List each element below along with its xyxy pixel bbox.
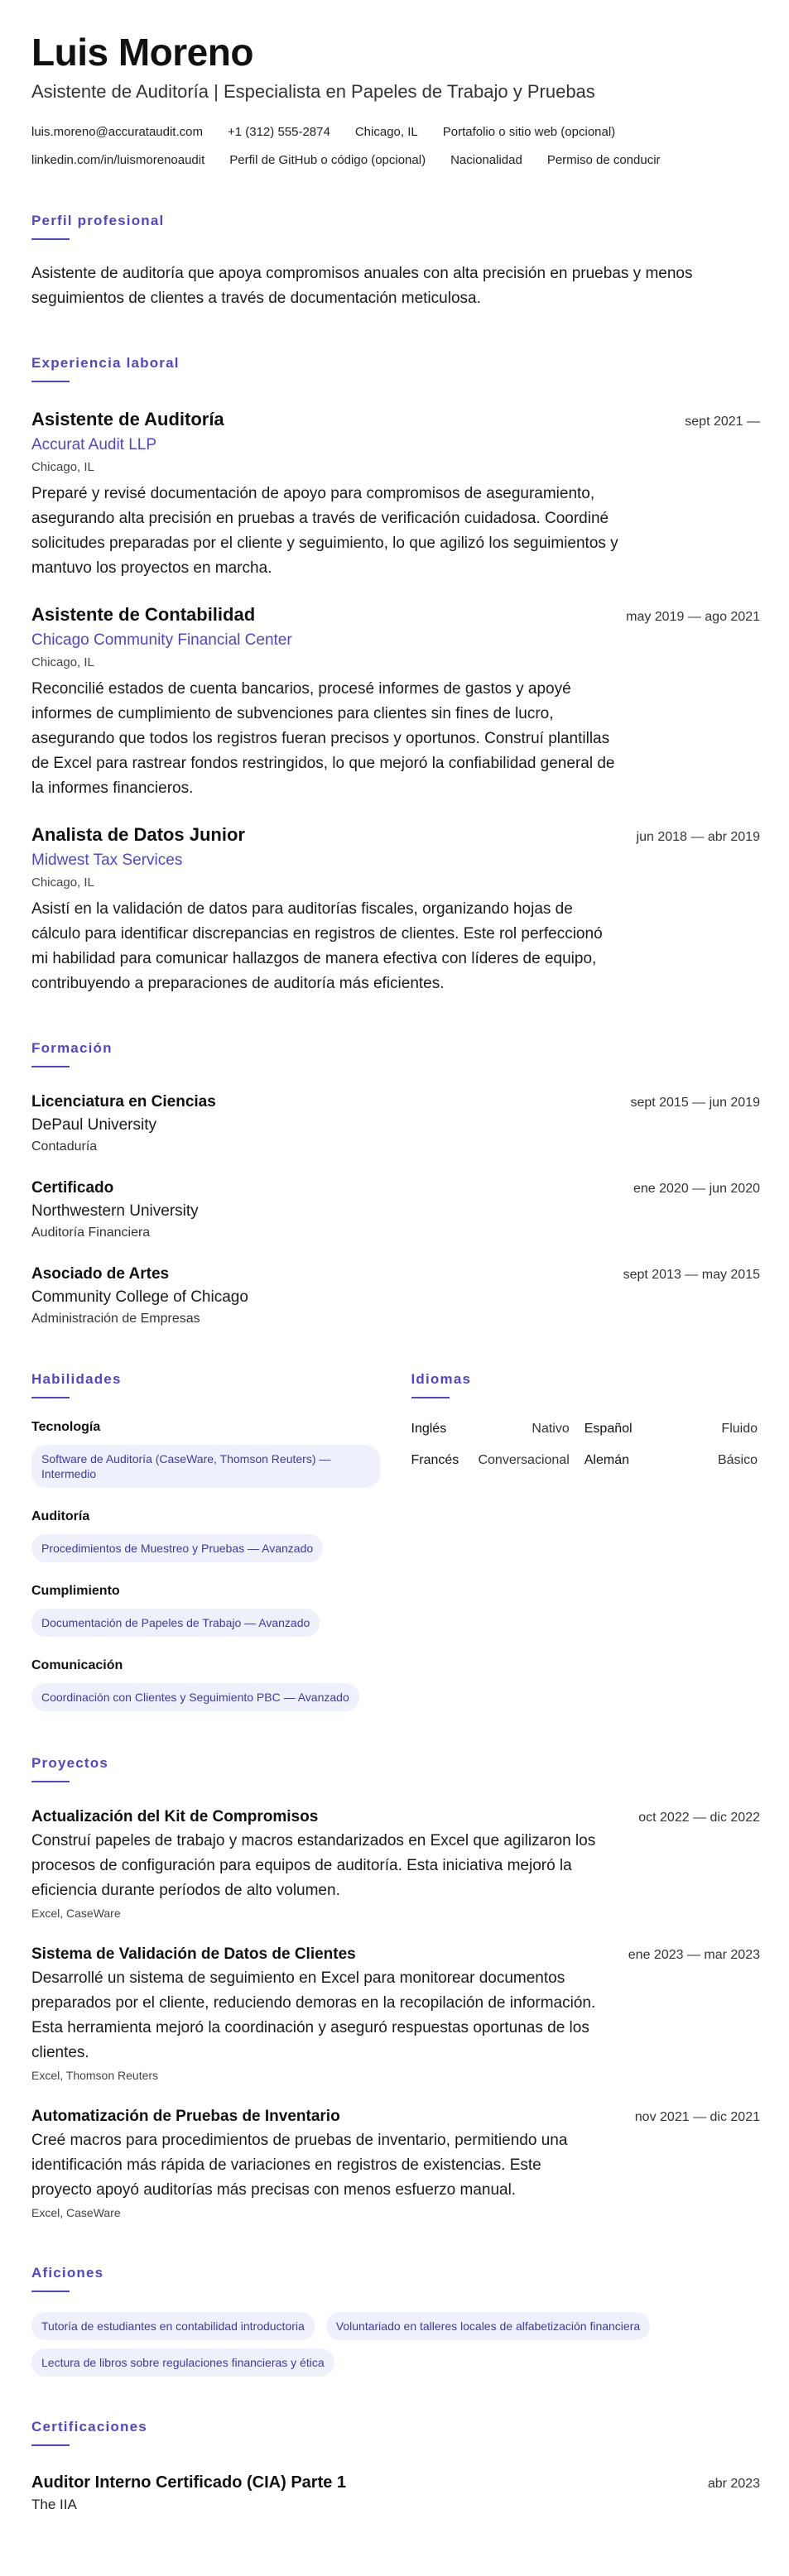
project-entry <box>31 1943 760 2084</box>
contact-phone[interactable]: +1 (312) 555-2874 <box>227 125 330 139</box>
education-school: Community College of Chicago <box>31 1288 248 1306</box>
section-title-education: Formación <box>31 1040 113 1056</box>
job-dates: sept 2021 — <box>685 415 760 429</box>
education-field: Auditoría Financiera <box>31 1226 151 1240</box>
job-location: Chicago, IL <box>31 655 94 669</box>
skill-category: Tecnología <box>31 1420 101 1434</box>
project-dates: nov 2021 — dic 2021 <box>634 2110 760 2124</box>
project-tools: Excel, Thomson Reuters <box>31 2069 159 2082</box>
section-title-skills: Habilidades <box>31 1371 122 1387</box>
skill-category: Auditoría <box>31 1509 90 1523</box>
education-school: Northwestern University <box>31 1202 199 1220</box>
certifications-section <box>31 2418 758 2516</box>
job-dates: may 2019 — ago 2021 <box>626 610 760 624</box>
contact-location: Chicago, IL <box>354 125 418 139</box>
job-company: Accurat Audit LLP <box>31 436 157 453</box>
skill-category: Comunicación <box>31 1658 123 1672</box>
section-divider <box>31 2291 70 2292</box>
education-degree: Asociado de Artes <box>31 1265 170 1283</box>
skill-chip: Coordinación con Clientes y Seguimiento PBC — Avanzado <box>31 1683 359 1711</box>
language-level: Básico <box>717 1453 758 1467</box>
certification-issuer: The IIA <box>31 2497 77 2512</box>
education-field: Contaduría <box>31 1139 98 1154</box>
project-name: Automatización de Pruebas de Inventario <box>31 2108 340 2125</box>
contact-list <box>31 122 760 170</box>
job-description: Asistí en la validación de datos para auditorías fiscales, organizando hojas de cálculo para identificar discrepancias en registros de clientes. Este rol perfeccionó mi habilidad para comunicar hallazgos de manera efectiva con líderes de equipo, contribuyendo a preparaciones de auditoría más eficientes. <box>31 900 603 992</box>
skill-category: Cumplimiento <box>31 1584 120 1598</box>
education-degree: Licenciatura en Ciencias <box>31 1093 216 1111</box>
section-divider <box>31 1781 70 1782</box>
resume-header <box>31 30 758 170</box>
job-description: Preparé y revisé documentación de apoyo para compromisos de aseguramiento, asegurando alta precisión en pruebas a través de verificación cuidadosa. Coordiné solicitudes preparadas por el cliente y seguimiento, lo que agilizó los seguimientos y mantuvo los proyectos en marcha. <box>31 485 618 577</box>
hobby-chip: Voluntariado en talleres locales de alfabetización financiera <box>326 2312 650 2340</box>
hobby-list <box>31 2304 760 2377</box>
section-divider <box>411 1397 450 1398</box>
language-level: Nativo <box>532 1422 570 1436</box>
job-company: Midwest Tax Services <box>31 851 183 869</box>
language-item <box>411 1412 585 1443</box>
section-title-experience: Experiencia laboral <box>31 355 180 371</box>
education-degree: Certificado <box>31 1179 114 1197</box>
candidate-headline: Asistente de Auditoría | Especialista en Papeles de Trabajo y Pruebas <box>31 81 595 102</box>
contact-portfolio[interactable]: Portafolio o sitio web (opcional) <box>442 125 616 139</box>
contact-nationality: Nacionalidad <box>450 153 522 167</box>
education-dates: sept 2015 — jun 2019 <box>630 1096 760 1110</box>
profile-summary: Asistente de auditoría que apoya compromisos anuales con alta precisión en pruebas y menos seguimientos de clientes a través de documentación meticulosa. <box>31 265 693 307</box>
contact-email[interactable]: luis.moreno@accurataudit.com <box>31 125 203 139</box>
section-divider <box>31 1397 70 1398</box>
language-level: Fluido <box>721 1422 758 1436</box>
education-entry <box>31 1091 760 1157</box>
language-level: Conversacional <box>478 1453 570 1467</box>
job-title: Asistente de Auditoría <box>31 409 224 429</box>
language-name: Alemán <box>584 1453 629 1467</box>
contact-license: Permiso de conducir <box>546 153 661 167</box>
candidate-name: Luis Moreno <box>31 31 253 74</box>
language-item <box>585 1412 758 1443</box>
education-dates: sept 2013 — may 2015 <box>623 1268 760 1282</box>
education-school: DePaul University <box>31 1116 156 1134</box>
job-title: Asistente de Contabilidad <box>31 604 256 625</box>
project-description: Desarrollé un sistema de seguimiento en Excel para monitorear documentos preparados por el cliente, reduciendo demoras en la recopilación de información. Esta herramienta mejoró la coordinación y aseguró respuestas oportunas de los clientes. <box>31 1969 596 2061</box>
project-description: Creé macros para procedimientos de pruebas de inventario, permitiendo una identificación más rápida de variaciones en registros de existencias. Este proyecto apoyó auditorías más precisas con menos esfuerzo manual. <box>31 2132 568 2199</box>
language-item <box>585 1443 758 1475</box>
language-name: Español <box>584 1422 633 1436</box>
certification-name: Auditor Interno Certificado (CIA) Parte 1 <box>31 2473 347 2492</box>
certification-date: abr 2023 <box>707 2477 760 2491</box>
skill-chip: Documentación de Papeles de Trabajo — Avanzado <box>31 1609 320 1637</box>
profile-section <box>31 212 758 311</box>
project-tools: Excel, CaseWare <box>31 1907 121 1920</box>
section-title-languages: Idiomas <box>411 1371 472 1387</box>
language-name: Inglés <box>411 1422 447 1436</box>
language-list <box>411 1412 758 1475</box>
project-dates: ene 2023 — mar 2023 <box>628 1948 760 1962</box>
skill-chip: Procedimientos de Muestreo y Pruebas — Avanzado <box>31 1534 323 1562</box>
education-section <box>31 1039 758 1329</box>
education-field: Administración de Empresas <box>31 1312 200 1326</box>
language-name: Francés <box>411 1453 459 1467</box>
skills-languages-row <box>31 1370 758 1711</box>
education-dates: ene 2020 — jun 2020 <box>633 1182 760 1196</box>
job-entry <box>31 823 760 996</box>
section-title-profile: Perfil profesional <box>31 213 165 228</box>
contact-linkedin[interactable]: linkedin.com/in/luismorenoaudit <box>31 153 205 167</box>
job-company: Chicago Community Financial Center <box>31 631 292 649</box>
project-name: Actualización del Kit de Compromisos <box>31 1808 319 1825</box>
hobby-chip: Tutoría de estudiantes en contabilidad introductoria <box>31 2312 315 2340</box>
project-tools: Excel, CaseWare <box>31 2206 121 2219</box>
section-title-projects: Proyectos <box>31 1755 109 1771</box>
project-name: Sistema de Validación de Datos de Clientes <box>31 1945 356 1963</box>
job-entry <box>31 602 760 801</box>
projects-section <box>31 1754 758 2221</box>
project-entry <box>31 2105 760 2221</box>
section-divider <box>31 1066 70 1067</box>
skill-chip: Software de Auditoría (CaseWare, Thomson Reuters) — Intermedio <box>31 1445 380 1488</box>
education-entry <box>31 1177 760 1243</box>
project-dates: oct 2022 — dic 2022 <box>638 1811 760 1825</box>
project-entry <box>31 1806 760 1921</box>
section-divider <box>31 381 70 382</box>
job-description: Reconcilié estados de cuenta bancarios, procesé informes de gastos y apoyé informes de cumplimiento de subvenciones para clientes sin fines de lucro, asegurando que todos los registros fueran precisos y oportunos. Construí plantillas de Excel para rastrear fondos restringidos, lo que mejoró la confiabilidad general de la informes financieros. <box>31 680 615 797</box>
languages-section <box>411 1370 758 1711</box>
contact-github[interactable]: Perfil de GitHub o código (opcional) <box>229 153 426 167</box>
skills-section <box>31 1370 380 1711</box>
section-title-certifications: Certificaciones <box>31 2419 147 2434</box>
project-description: Construí papeles de trabajo y macros estandarizados en Excel que agilizaron los procesos de configuración para equipos de auditoría. Esta iniciativa mejoró la eficiencia durante períodos de alto volumen. <box>31 1832 596 1899</box>
language-item <box>411 1443 585 1475</box>
experience-section <box>31 354 758 996</box>
section-divider <box>31 2444 70 2446</box>
hobby-chip: Lectura de libros sobre regulaciones financieras y ética <box>31 2348 334 2377</box>
job-entry <box>31 407 760 581</box>
job-location: Chicago, IL <box>31 460 94 474</box>
job-title: Analista de Datos Junior <box>31 824 245 845</box>
education-entry <box>31 1263 760 1329</box>
section-divider <box>31 238 70 240</box>
job-dates: jun 2018 — abr 2019 <box>636 830 760 844</box>
certification-entry <box>31 2471 760 2516</box>
hobbies-section <box>31 2264 758 2377</box>
job-location: Chicago, IL <box>31 875 94 890</box>
section-title-hobbies: Aficiones <box>31 2265 104 2281</box>
